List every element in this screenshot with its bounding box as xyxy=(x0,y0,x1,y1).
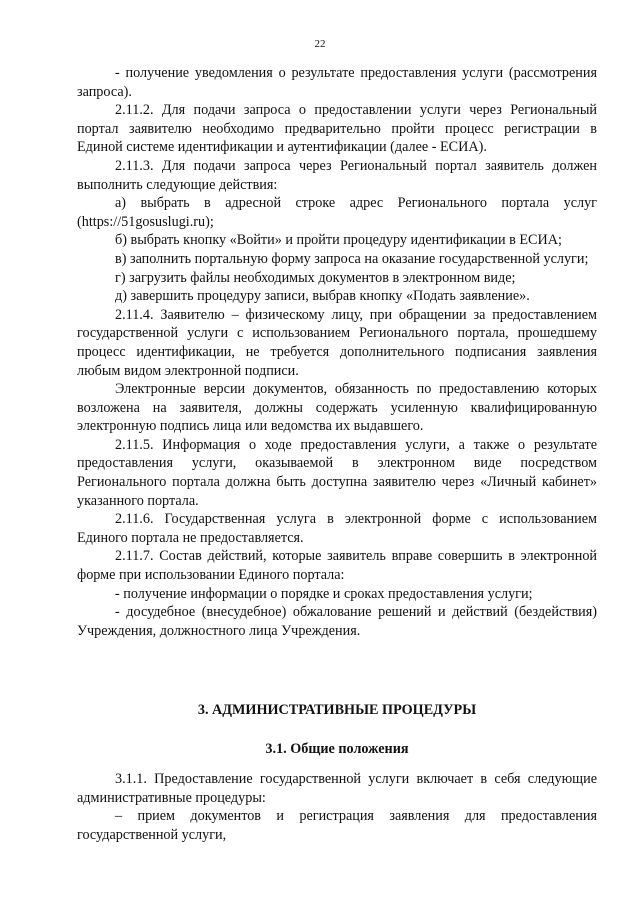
paragraph: 2.11.4. Заявителю – физическому лицу, при обращении за предоставлением государственной услуги с использованием Регионального портала, прошедшему процесс идентификации, не требуется дополнительного подписания заявления любым видом электронной подписи. xyxy=(77,306,597,379)
paragraph: 3.1.1. Предоставление государственной услуги включает в себя следующие административные процедуры: xyxy=(77,771,597,806)
body-text xyxy=(77,64,597,640)
section-body-text xyxy=(77,770,597,844)
paragraph: б) выбрать кнопку «Войти» и пройти процедуру идентификации в ЕСИА; xyxy=(115,232,562,249)
paragraph: 2.11.3. Для подачи запроса через Региональный портал заявитель должен выполнить следующие действия: xyxy=(77,157,597,193)
paragraph: - получение уведомления о результате предоставления услуги (рассмотрения запроса). xyxy=(77,65,597,100)
paragraph: а) выбрать в адресной строке адрес Регионального портала услуг (https://51gosuslugi.ru); xyxy=(77,195,597,230)
page-number: 22 xyxy=(314,38,326,50)
paragraph: - досудебное (внесудебное) обжалование решений и действий (бездействия) Учреждения, должностного лица Учреждения. xyxy=(77,604,597,639)
paragraph: 2.11.5. Информация о ходе предоставления услуги, а также о результате предоставления услуги, оказываемой в электронном виде посредством Регионального портала должна быть доступна заявителю через «Личный кабинет» указанного портала. xyxy=(77,436,597,509)
paragraph: Электронные версии документов, обязанность по предоставлению которых возложена на заявителя, должны содержать усиленную квалифицированную электронную подпись лица или ведомства их выдавшего. xyxy=(77,381,597,435)
section-title: 3. АДМИНИСТРАТИВНЫЕ ПРОЦЕДУРЫ xyxy=(197,702,477,718)
paragraph: 2.11.7. Состав действий, которые заявитель вправе совершить в электронной форме при использовании Единого портала: xyxy=(77,548,597,584)
paragraph: д) завершить процедуру записи, выбрав кнопку «Подать заявление». xyxy=(115,288,530,305)
paragraph: 2.11.2. Для подачи запроса о предоставлении услуги через Региональный портал заявителю необходимо предварительно пройти процесс регистрации в Единой системе идентификации и аутентификации (далее - ЕСИА). xyxy=(77,102,597,156)
paragraph: г) загрузить файлы необходимых документов в электронном виде; xyxy=(115,269,516,286)
paragraph: – прием документов и регистрация заявления для предоставления государственной услуги, xyxy=(77,808,597,843)
paragraph: - получение информации о порядке и сроках предоставления услуги; xyxy=(115,585,533,602)
paragraph: в) заполнить портальную форму запроса на оказание государственной услуги; xyxy=(115,250,589,267)
subsection-title: 3.1. Общие положения xyxy=(265,741,409,757)
paragraph: 2.11.6. Государственная услуга в электронной форме с использованием Единого портала не предоставляется. xyxy=(77,511,597,546)
